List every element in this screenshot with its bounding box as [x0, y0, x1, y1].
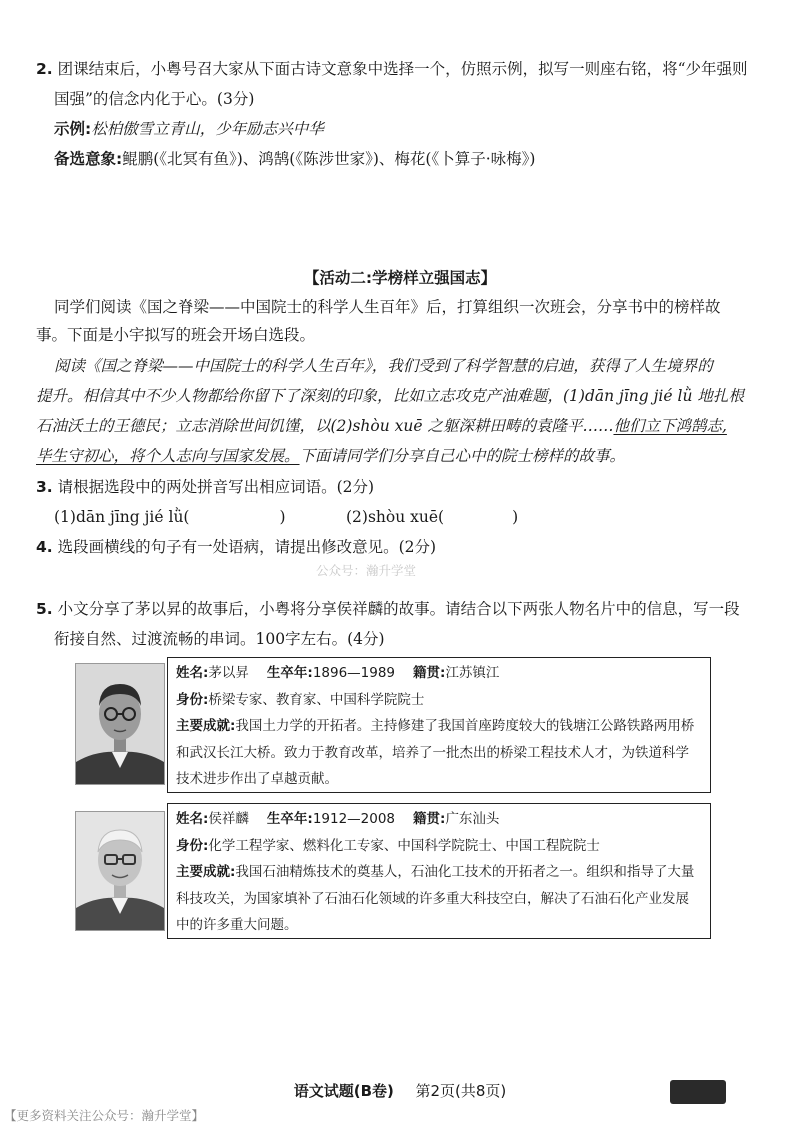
q3-item2-close: )	[512, 508, 519, 526]
activity2-intro-1: 同学们阅读《国之脊梁——中国院士的科学人生百年》后，打算组织一次班会，分享书中的榜样故	[54, 298, 721, 316]
bottom-promo-note: 【更多资料关注公众号：瀚升学堂】	[4, 1108, 205, 1123]
portrait-photo-1	[75, 663, 165, 785]
person-card-2	[167, 803, 711, 939]
q2-number: 2.	[36, 60, 53, 78]
card1-identity-row	[176, 687, 702, 714]
q2-options	[54, 148, 535, 170]
portrait-photo-2	[75, 811, 165, 931]
card1-years-label: 生卒年:	[266, 665, 313, 681]
passage-line-3	[36, 415, 727, 437]
card1-origin: 江苏镇江	[445, 665, 500, 681]
q2-options-text: 鲲鹏(《北冥有鱼》)、鸿鹄(《陈涉世家》)、梅花(《卜算子·咏梅》)	[122, 150, 536, 168]
q3-text: 请根据选段中的两处拼音写出相应词语。(2分)	[57, 478, 375, 496]
card1-achievement-label: 主要成就:	[176, 718, 236, 734]
activity2-intro-2: 事。下面是小宇拟写的班会开场白选段。	[36, 326, 316, 344]
passage-line-4	[36, 445, 625, 467]
card1-name-label: 姓名:	[176, 665, 209, 681]
q3-item1-close: )	[279, 508, 286, 526]
footer-exam-title: 语文试题(B卷)	[293, 1082, 394, 1100]
q3-number: 3.	[36, 478, 53, 496]
card2-identity: 化学工程学家、燃料化工专家、中国科学院院士、中国工程院院士	[208, 837, 600, 854]
footer-page-number: 第2页(共8页)	[415, 1082, 507, 1100]
activity2-title: 【活动二:学榜样立强国志】	[303, 269, 497, 287]
card1-origin-label: 籍贯:	[413, 665, 446, 681]
q2-line2: 国强”的信念内化于心。(3分)	[54, 90, 255, 108]
publisher-logo-icon	[670, 1080, 726, 1104]
q3-item1[interactable]	[54, 506, 286, 528]
card2-header-row	[176, 806, 702, 833]
card1-identity-label: 身份:	[176, 691, 209, 708]
card2-origin-label: 籍贯:	[413, 811, 446, 827]
q4-line	[36, 536, 436, 558]
passage-line-2: 提升。相信其中不少人物都给你留下了深刻的印象，比如立志攻克产油难题，(1)dān jīng jié lǜ 地扎根	[36, 387, 744, 405]
card2-years-label: 生卒年:	[266, 811, 313, 827]
card2-achievement-row	[176, 859, 702, 939]
card2-name-label: 姓名:	[176, 811, 209, 827]
card1-achievement-row	[176, 713, 702, 793]
q5-number: 5.	[36, 600, 53, 618]
card1-name: 茅以昇	[208, 665, 249, 681]
card2-identity-row	[176, 833, 702, 860]
card1-achievement: 我国土力学的开拓者。主持修建了我国首座跨度较大的钱塘江公路铁路两用桥和武汉长江大桥。致力于教育改革，培养了一批杰出的桥梁工程技术人才，为铁道科学技术进步作出了卓越贡献。	[176, 718, 695, 787]
passage-line-1: 阅读《国之脊梁——中国院士的科学人生百年》，我们受到了科学智慧的启迪，获得了人生境界的	[54, 357, 713, 375]
passage-line-3-text: 石油沃土的王德民；立志消除世间饥馑，以(2)shòu xuē 之躯深耕田畴的袁隆平……	[36, 417, 614, 435]
underlined-sentence-part2: 毕生守初心，将个人志向与国家发展。	[36, 447, 300, 465]
card1-header-row	[176, 660, 702, 687]
watermark-text: 公众号：瀚升学堂	[316, 563, 417, 578]
card2-achievement-label: 主要成就:	[176, 864, 236, 880]
q2-example-label: 示例:	[54, 120, 92, 138]
q3-item1-label: (1)dān jīng jié lǜ(	[54, 508, 190, 526]
card2-name: 侯祥麟	[208, 811, 249, 827]
card1-identity: 桥梁专家、教育家、中国科学院院士	[208, 691, 425, 708]
underlined-sentence-part1: 他们立下鸿鹄志,	[613, 417, 727, 435]
q3-line	[36, 476, 374, 498]
person-card-1	[167, 657, 711, 793]
q5-text-1: 小文分享了茅以昇的故事后，小粤将分享侯祥麟的故事。请结合以下两张人物名片中的信息，写一段	[57, 600, 740, 618]
q3-item2-label: (2)shòu xuē(	[346, 508, 445, 526]
q4-text: 选段画横线的句子有一处语病，请提出修改意见。(2分)	[57, 538, 437, 556]
q4-number: 4.	[36, 538, 53, 556]
card2-identity-label: 身份:	[176, 837, 209, 854]
q2-line1	[36, 58, 748, 80]
card2-origin: 广东汕头	[445, 811, 500, 827]
q2-options-label: 备选意象:	[54, 150, 123, 168]
q3-item2[interactable]	[346, 506, 518, 528]
card2-years: 1912—2008	[312, 811, 396, 827]
card1-years: 1896—1989	[312, 665, 396, 681]
passage-line-4-text: 下面请同学们分享自己心中的院士榜样的故事。	[299, 447, 626, 465]
q2-example	[54, 118, 324, 140]
card2-achievement: 我国石油精炼技术的奠基人，石油化工技术的开拓者之一。组织和指导了大量科技攻关，为国家填补了石油石化领域的许多重大科技空白，解决了石油石化产业发展中的许多重大问题。	[176, 864, 695, 933]
q2-text-1: 团课结束后，小粤号召大家从下面古诗文意象中选择一个，仿照示例，拟写一则座右铭，将“少年强则	[57, 60, 748, 78]
q5-line2: 衔接自然、过渡流畅的串词。100字左右。(4分)	[54, 630, 385, 648]
q5-line1	[36, 598, 740, 620]
q2-example-text: 松柏傲雪立青山，少年励志兴中华	[91, 120, 324, 138]
